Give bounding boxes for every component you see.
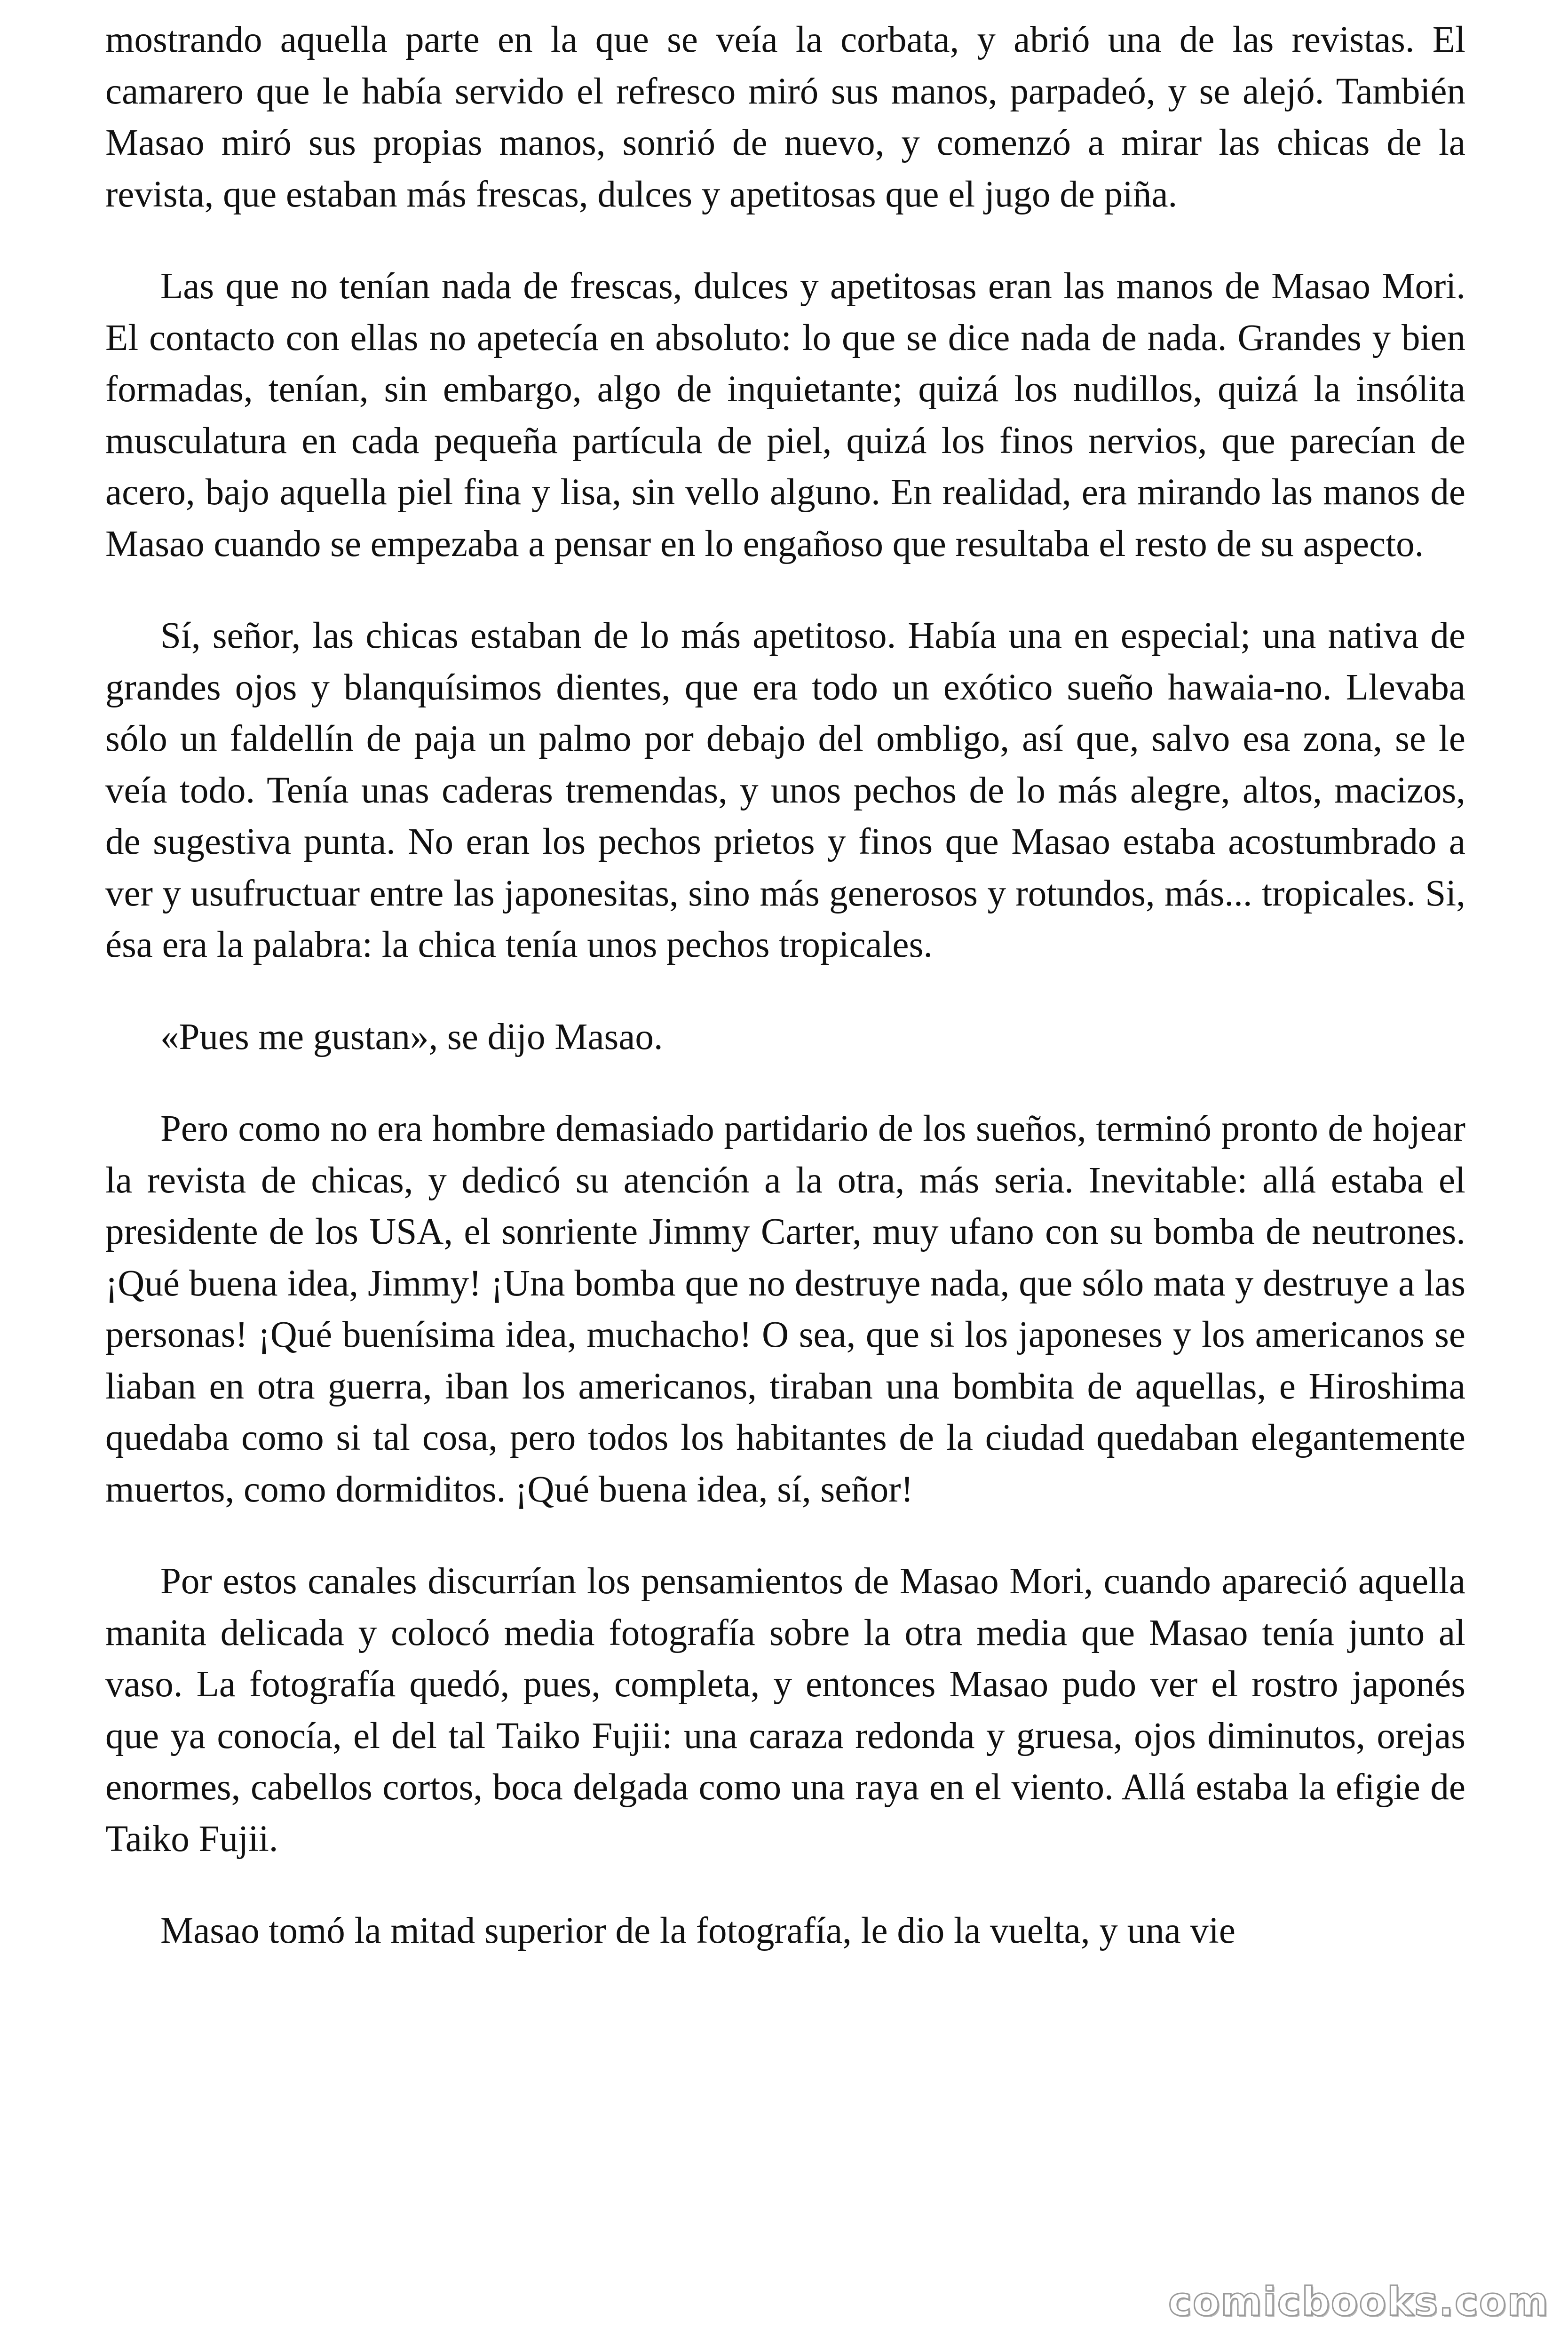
paragraph-4: «Pues me gustan», se dijo Masao. xyxy=(160,1016,663,1057)
paragraph-7: Masao tomó la mitad superior de la fotografía, le dio la vuelta, y una vie xyxy=(160,1910,1235,1951)
paragraph-1: mostrando aquella parte en la que se veía la corbata, y abrió una de las revistas. El camarero que le había servido el refresco miró sus manos, parpadeó, y se alejó. También Masao miró sus propias manos, sonrió de nuevo, y comenzó a mirar las chicas de la revista, que estaban más frescas, dulces y apetitosas que el jugo de piña. xyxy=(105,19,1465,215)
paragraph-6: Por estos canales discurrían los pensamientos de Masao Mori, cuando apareció aquella manita delicada y colocó media fotografía sobre la otra media que Masao tenía junto al vaso. La fotografía quedó, pues, completa, y entonces Masao pudo ver el rostro japonés que ya conocía, el del tal Taiko Fujii: una caraza redonda y gruesa, ojos diminutos, orejas enormes, cabellos cortos, boca delgada como una raya en el viento. Allá estaba la efigie de Taiko Fujii. xyxy=(105,1561,1465,1859)
document-body xyxy=(105,14,1465,1957)
watermark-logo: comicbooks.com xyxy=(1168,2279,1549,2325)
paragraph-2: Las que no tenían nada de frescas, dulces y apetitosas eran las manos de Masao Mori. El contacto con ellas no apetecía en absoluto: lo que se dice nada de nada. Grandes y bien formadas, tenían, sin embargo, algo de inquietante; quizá los nudillos, quizá la insólita musculatura en cada pequeña partícula de piel, quizá los finos nervios, que parecían de acero, bajo aquella piel fina y lisa, sin vello alguno. En realidad, era mirando las manos de Masao cuando se empezaba a pensar en lo engañoso que resultaba el resto de su aspecto. xyxy=(105,266,1465,564)
paragraph-3: Sí, señor, las chicas estaban de lo más apetitoso. Había una en especial; una nativa de grandes ojos y blanquísimos dientes, que era todo un exótico sueño hawaia-no. Llevaba sólo un faldellín de paja un palmo por debajo del ombligo, así que, salvo esa zona, se le veía todo. Tenía unas caderas tremendas, y unos pechos de lo más alegre, altos, macizos, de sugestiva punta. No eran los pechos prietos y finos que Masao estaba acostumbrado a ver y usufructuar entre las japonesitas, sino más generosos y rotundos, más... tropicales. Si, ésa era la palabra: la chica tenía unos pechos tropicales. xyxy=(105,615,1465,965)
paragraph-5: Pero como no era hombre demasiado partidario de los sueños, terminó pronto de hojear la revista de chicas, y dedicó su atención a la otra, más seria. Inevitable: allá estaba el presidente de los USA, el sonriente Jimmy Carter, muy ufano con su bomba de neutrones. ¡Qué buena idea, Jimmy! ¡Una bomba que no destruye nada, que sólo mata y destruye a las personas! ¡Qué buenísima idea, muchacho! O sea, que si los japoneses y los americanos se liaban en otra guerra, iban los americanos, tiraban una bombita de aquellas, e Hiroshima quedaba como si tal cosa, pero todos los habitantes de la ciudad quedaban elegantemente muertos, como dormiditos. ¡Qué buena idea, sí, señor! xyxy=(105,1108,1465,1510)
